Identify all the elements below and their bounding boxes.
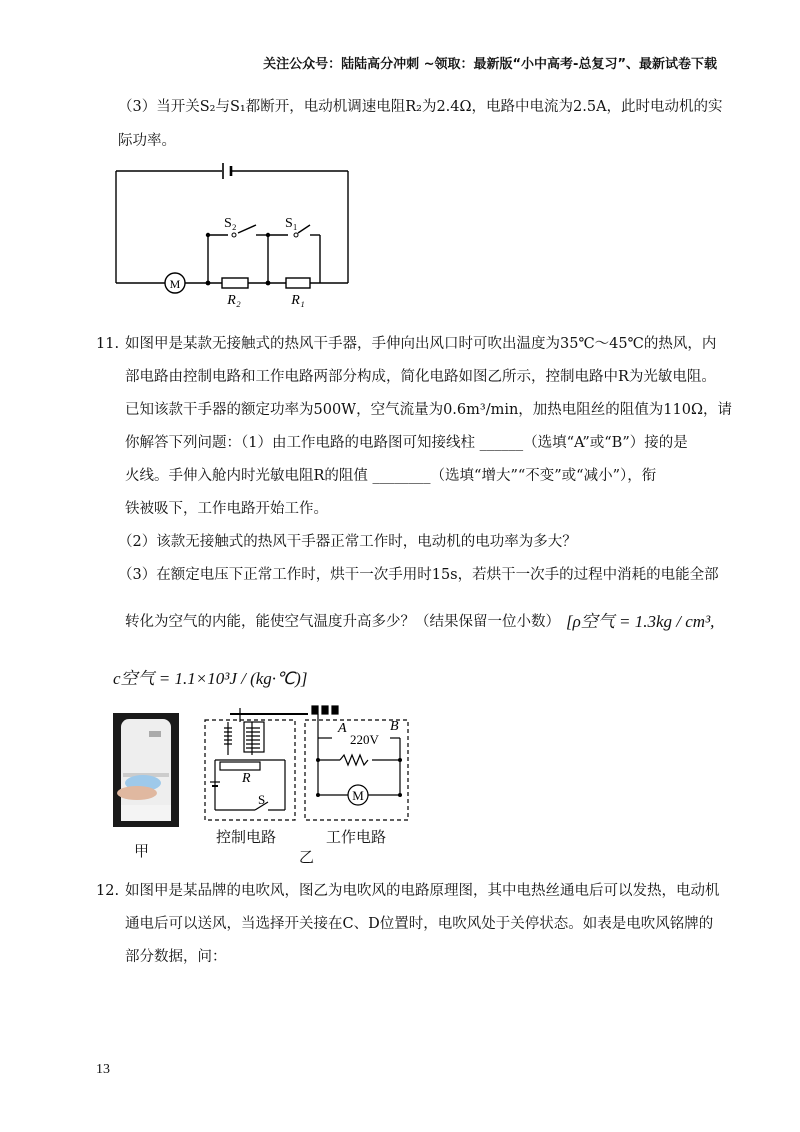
resistor-r1 [286,278,310,288]
switch-s-label: S [258,792,266,807]
resistor-r2-label: R₂ [227,293,241,308]
circuit-diagram-2 [200,700,415,830]
page-header: 关注公众号：陆陆高分冲刺 ~领取：最新版“小中高考-总复习”、最新试卷下载 [263,57,717,72]
formula-air-density: [ρ空气 = 1.3kg / cm³, [566,612,715,631]
switch-s2-label: S₂ [224,216,237,231]
q11-line-5: 火线。手伸入舱内时光敏电阻R的阻值 ________（选填“增大”“不变”或“减小”），衔 [125,468,657,484]
figure-jia-label: 甲 [134,842,150,860]
figure-yi-label: 乙 [299,848,315,866]
q11-part2: （2）该款无接触式的热风干手器正常工作时，电动机的电功率为多大？ [118,534,577,550]
q12-line-3: 部分数据，问： [125,949,227,965]
q12-line-2: 通电后可以送风，当选择开关接在C、D位置时，电吹风处于关停状态。如表是电吹风铭牌的 [125,916,714,932]
formula-air-specific-heat: c空气 = 1.1×10³J / (kg·℃)] [113,669,308,688]
circuit-diagram-1 [110,155,360,310]
switch-s1-label: S₁ [285,216,298,231]
q12-line-1: 如图甲是某品牌的电吹风，图乙为电吹风的电路原理图，其中电热丝通电后可以发热，电动机 [125,883,720,899]
q11-line-2: 部电路由控制电路和工作电路两部分构成，简化电路如图乙所示，控制电路中R为光敏电阻。 [125,369,716,385]
working-circuit-label: 工作电路 [326,828,387,846]
q11-line-3: 已知该款干手器的额定功率为500W，空气流量为0.6m³/min，加热电阻丝的阻值为110Ω，请 [125,402,733,418]
q11-part3-line1: （3）在额定电压下正常工作时，烘干一次手用时15s，若烘干一次手的过程中消耗的电能全部 [118,567,719,583]
hand-dryer-photo [113,713,179,827]
q11-part3-line2: 转化为空气的内能，能使空气温度升高多少？（结果保留一位小数） [125,614,560,630]
resistor-r2 [222,278,248,288]
q11-line-6: 铁被吸下，工作电路开始工作。 [125,501,328,517]
motor-label: M [169,277,181,291]
resistor-r1-label: R₁ [291,293,305,308]
terminal-b-label: B [390,719,399,734]
q10-part3-line1: （3）当开关S₂与S₁都断开，电动机调速电阻R₂为2.4Ω，电路中电流为2.5A，此时电动机的实 [118,99,723,115]
q11-line-4: 你解答下列问题：（1）由工作电路的电路图可知接线柱 ______（选填“A”或“B”）接的是 [125,435,688,451]
q12-number: 12. [96,883,120,899]
page-number: 13 [96,1062,110,1077]
q11-line-1: 如图甲是某款无接触式的热风干手器，手伸向出风口时可吹出温度为35℃～45℃的热风，内 [125,336,717,352]
photoresistor-label: R [242,771,251,786]
voltage-label: 220V [350,732,379,747]
terminal-a-label: A [338,721,347,736]
q10-part3-line2: 际功率。 [118,133,176,149]
control-circuit-label: 控制电路 [216,828,277,846]
q11-number: 11. [96,336,120,352]
motor-label-2: M [352,788,364,803]
